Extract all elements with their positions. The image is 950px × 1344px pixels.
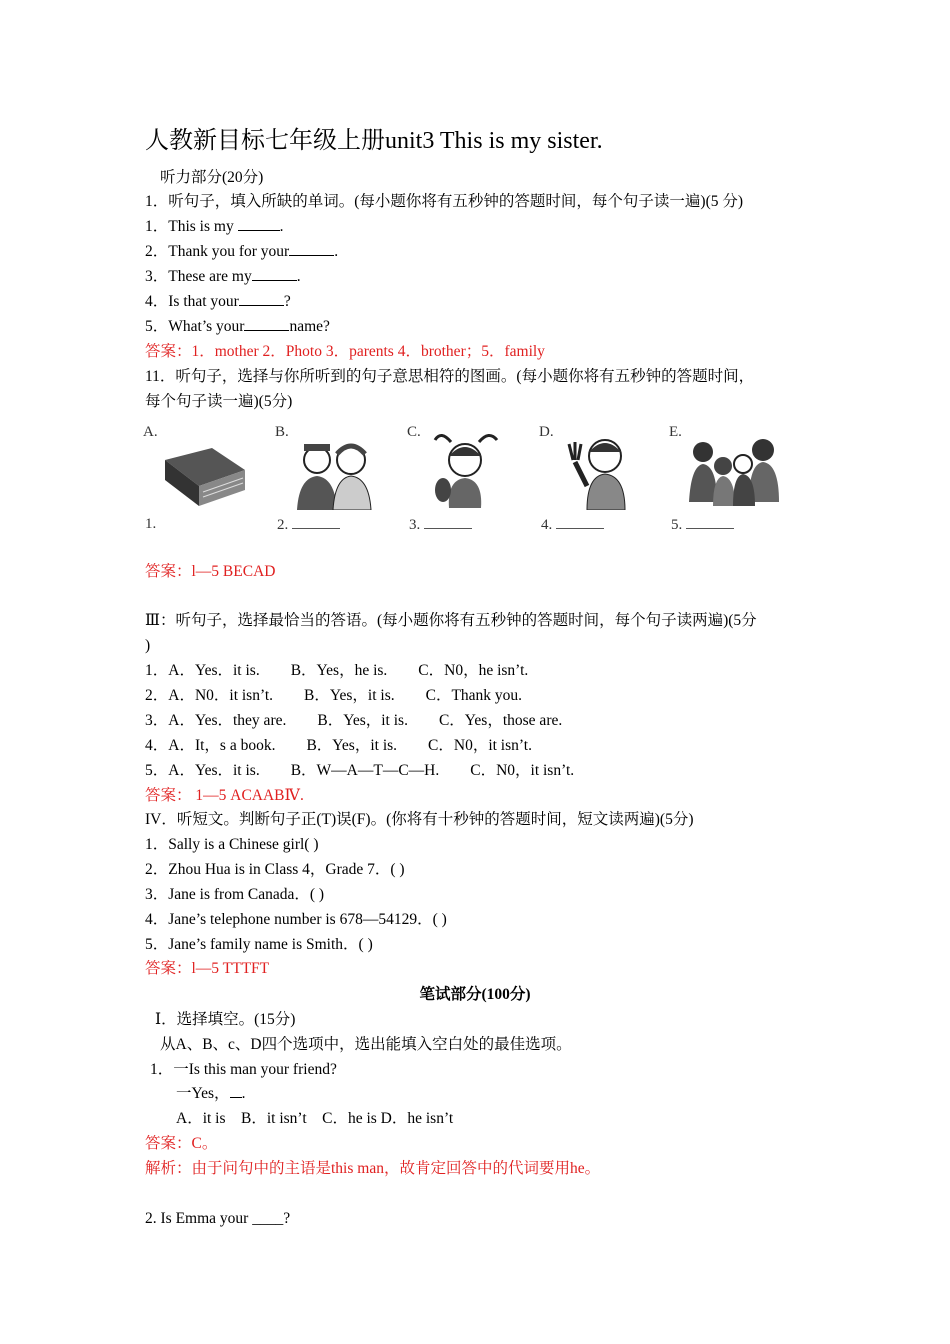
part3-item: 4．A．It，s a book. B．Yes，it is. C．N0，it isn’t. — [145, 737, 532, 754]
girl-icon — [421, 430, 511, 510]
question-1-response: 一Yes， . — [176, 1085, 246, 1102]
part2-instruction: 每个句子读一遍)(5分) — [145, 393, 293, 410]
question-1-options: A．it is B．it isn’t C．he is D．he isn’t — [176, 1110, 454, 1127]
question-1: 1．一Is this man your friend? — [150, 1061, 337, 1078]
part3-item: 2．A．N0．it isn’t. B．Yes，it is. C．Thank you. — [145, 687, 523, 704]
part1-item: 4．Is that your ? — [145, 293, 291, 310]
part4-item: 3．Jane is from Canada．( ) — [145, 886, 325, 903]
part1-item: 1．This is my . — [145, 218, 284, 235]
part1-item: 3．These are my . — [145, 268, 301, 285]
picture-a: A. 1. — [143, 424, 268, 544]
boy-waving-icon — [553, 430, 643, 510]
part4-item: 5．Jane’s family name is Smith．( ) — [145, 936, 373, 953]
part3-item: 1．A．Yes．it is. B．Yes，he is. C．N0，he isn’t. — [145, 662, 529, 679]
part2-answer: 答案：l—5 BECAD — [145, 563, 276, 580]
section1-desc: 从A、B、c、D四个选项中，选出能填入空白处的最佳选项。 — [160, 1036, 572, 1053]
part3-instruction: ) — [145, 637, 151, 654]
part2-instruction: 11．听句子，选择与你所听到的句子意思相符的图画。(每小题你将有五秒钟的答题时间， — [145, 368, 755, 385]
part3-answer: 答案： 1—5 ACAABⅣ. — [145, 787, 304, 804]
part4-item: 2．Zhou Hua is in Class 4，Grade 7．( ) — [145, 861, 405, 878]
part4-item: 1．Sally is a Chinese girl( ) — [145, 836, 319, 853]
grandparents-icon — [289, 430, 379, 510]
part3-instruction: Ⅲ：听句子，选择最恰当的答语。(每小题你将有五秒钟的答题时间，每个句子读两遍)(5分 — [145, 612, 757, 629]
part3-item: 5．A．Yes．it is. B．W—A—T—C—H. C．N0，it isn’t. — [145, 762, 575, 779]
part1-instruction: 1．听句子，填入所缺的单词。(每小题你将有五秒钟的答题时间，每个句子读一遍)(5 分) — [145, 193, 744, 210]
book-icon — [157, 430, 247, 510]
part3-item: 3．A．Yes．they are. B．Yes，it is. C．Yes，those are. — [145, 712, 563, 729]
part1-item: 2．Thank you for your . — [145, 243, 339, 260]
written-header: 笔试部分(100分) — [419, 986, 531, 1003]
picture-row — [143, 424, 813, 544]
family-icon — [683, 430, 783, 510]
part1-item: 5．What’s your name? — [145, 318, 330, 335]
question-1-answer: 答案：C。 — [145, 1135, 218, 1152]
page-title: 人教新目标七年级上册unit3 This is my sister. — [145, 128, 603, 154]
picture-d: D. 4. — [539, 424, 664, 544]
section1-title: Ⅰ．选择填空。(15分) — [155, 1011, 296, 1028]
part1-answer: 答案：1．mother 2．Photo 3．parents 4．brother；5．family — [145, 343, 545, 360]
listening-header: 听力部分(20分) — [160, 169, 264, 186]
picture-c: C. 3. — [407, 424, 532, 544]
picture-e: E. 5. — [669, 424, 794, 544]
part4-instruction: IV．听短文。判断句子正(T)误(F)。(你将有十秒钟的答题时间，短文读两遍)(5分) — [145, 811, 694, 828]
part4-item: 4．Jane’s telephone number is 678—54129．( ) — [145, 911, 447, 928]
picture-b: B. 2. — [275, 424, 400, 544]
question-2: 2. Is Emma your ____? — [145, 1210, 291, 1227]
question-1-explanation: 解析：由于问句中的主语是this man，故肯定回答中的代词要用he。 — [145, 1160, 601, 1177]
part4-answer: 答案：l—5 TTTFT — [145, 960, 270, 977]
